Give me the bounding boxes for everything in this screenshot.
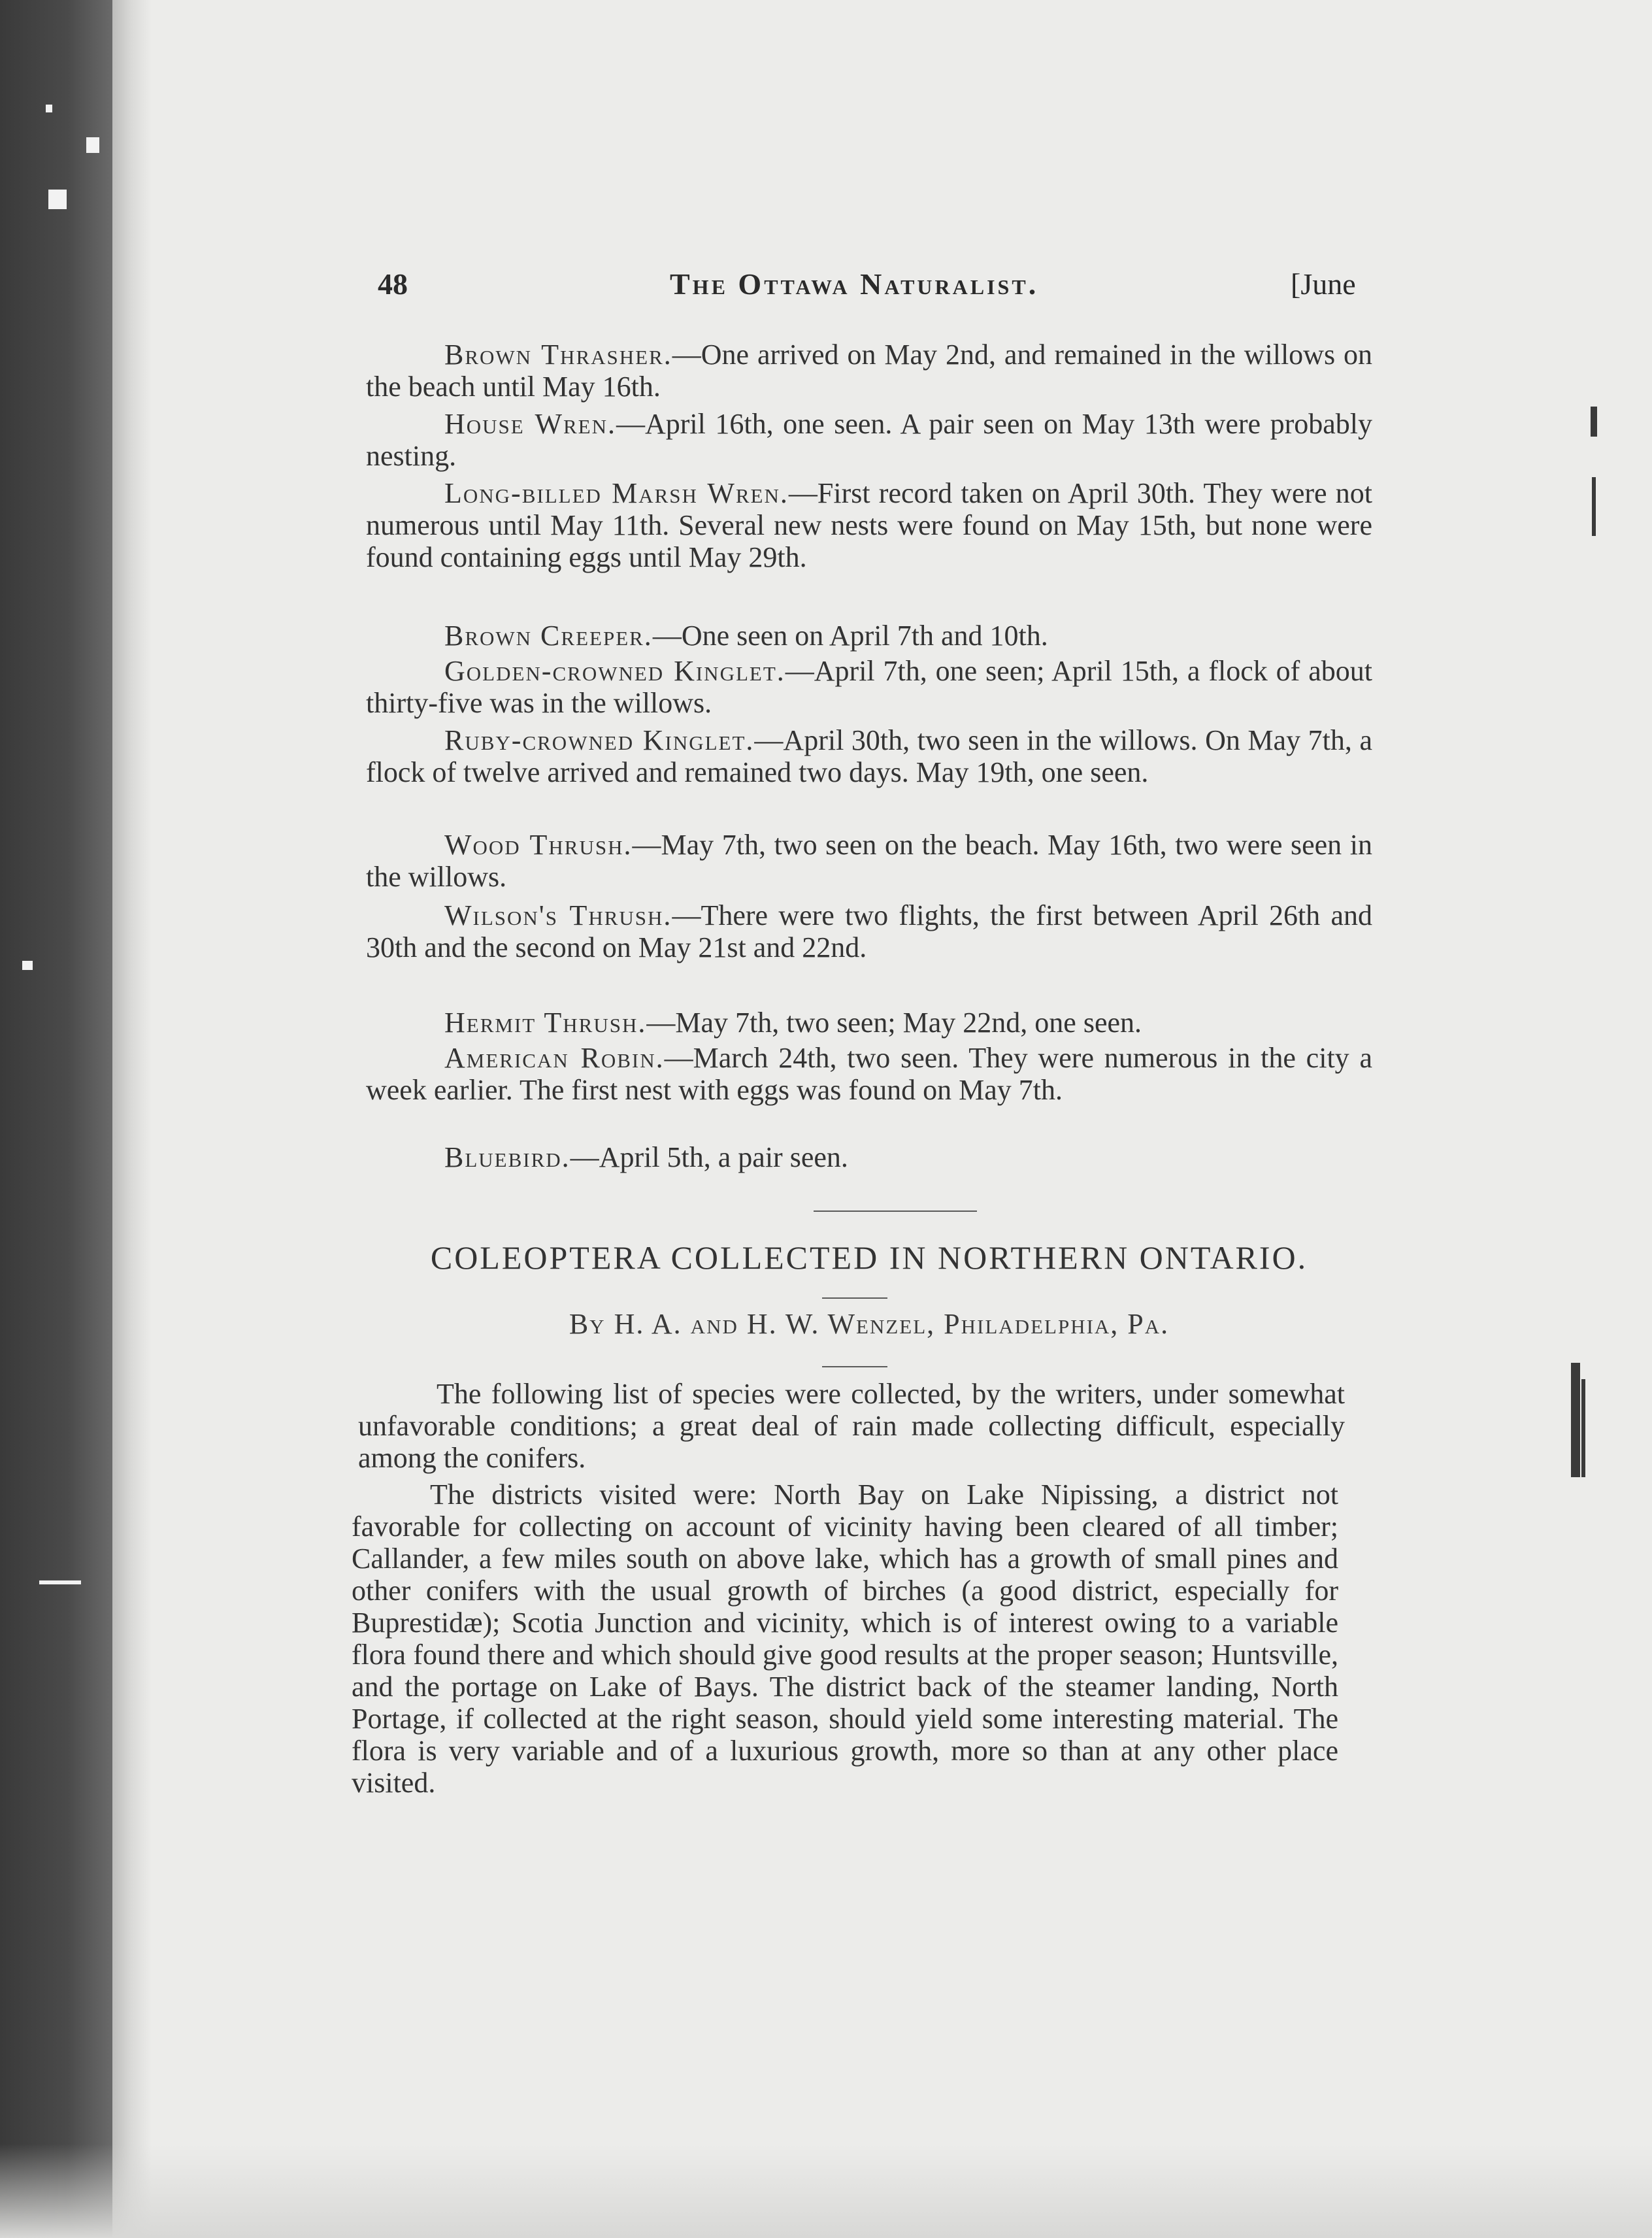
species-entry: [366, 620, 1372, 652]
species-entry: [366, 1042, 1372, 1106]
entry-text: —April 16th, one seen. A pair seen on May 13th were probably nesting.: [366, 408, 1372, 472]
species-name: Golden-crowned Kinglet.: [444, 655, 785, 687]
section-rule: [814, 1211, 977, 1212]
speck: [86, 137, 99, 153]
paragraph-text: The districts visited were: North Bay on Lake Nipissing, a district not favorable for collecting on account of vicinity having been cleared of all timber; Callander, a few miles south on above lake, which has a growth of small pines and other conifers with the usual growth of birches (a good district, especially for Buprestidæ); Scotia Junction and vicinity, which is of interest owing to a variable flora found there and which should give good results at the proper season; Huntsville, and the portage on Lake of Bays. The district back of the steamer landing, North Portage, if collected at the right season, should yield some interesting material. The flora is very variable and of a luxurious growth, more so than at any other place visited.: [352, 1478, 1338, 1799]
margin-mark: [1591, 407, 1597, 437]
entry-text: —There were two flights, the first between April 26th and 30th and the second on May 21st and 22nd.: [366, 899, 1372, 963]
entry-text: —May 7th, two seen on the beach. May 16th, two were seen in the willows.: [366, 829, 1372, 893]
paragraph-text: The following list of species were collected, by the writers, under somewhat unfavorable conditions; a great deal of rain made collecting difficult, especially among the conifers.: [358, 1378, 1345, 1474]
species-entry: [366, 477, 1372, 573]
entry-text: —April 7th, one seen; April 15th, a flock of about thirty-five was in the willows.: [366, 655, 1372, 719]
entry-text: —One arrived on May 2nd, and remained in the willows on the beach until May 16th.: [366, 339, 1372, 403]
bottom-edge: [0, 2144, 1652, 2238]
speck: [39, 1580, 81, 1584]
species-entry: [366, 339, 1372, 403]
species-name: Bluebird.: [444, 1141, 570, 1173]
species-entry: [366, 655, 1372, 719]
species-name: House Wren.: [444, 408, 616, 440]
speck: [48, 190, 67, 209]
species-entry: [366, 829, 1372, 893]
entry-text: —One seen on April 7th and 10th.: [652, 620, 1048, 652]
entry-text: —April 5th, a pair seen.: [570, 1141, 848, 1173]
entry-text: —April 30th, two seen in the willows. On May 7th, a flock of twelve arrived and remained two days. May 19th, one seen.: [366, 724, 1372, 788]
entry-text: —March 24th, two seen. They were numerous in the city a week earlier. The first nest with eggs was found on May 7th.: [366, 1042, 1372, 1106]
margin-mark: [1571, 1363, 1580, 1477]
binding-edge: [0, 0, 112, 2238]
page-number: 48: [378, 267, 408, 301]
entry-text: —May 7th, two seen; May 22nd, one seen.: [646, 1007, 1142, 1039]
species-entry: [366, 899, 1372, 963]
species-name: Hermit Thrush.: [444, 1007, 647, 1039]
article-paragraph: [352, 1478, 1338, 1799]
article-byline: By H. A. and H. W. Wenzel, Philadelphia, Pa.: [569, 1308, 1170, 1340]
species-name: Wilson's Thrush.: [444, 899, 672, 931]
article-paragraph: [358, 1378, 1345, 1474]
species-name: Long-billed Marsh Wren.: [444, 477, 789, 509]
species-entry: [366, 408, 1372, 472]
species-entry: [366, 1007, 1372, 1039]
species-name: Brown Thrasher.: [444, 339, 672, 371]
article-title: COLEOPTERA COLLECTED IN NORTHERN ONTARIO.: [430, 1239, 1308, 1276]
journal-title: The Ottawa Naturalist.: [670, 267, 1039, 301]
entry-text: —First record taken on April 30th. They were not numerous until May 11th. Several new nests were found on May 15th, but none were found containing eggs until May 29th.: [366, 477, 1373, 573]
binding-shadow: [112, 0, 152, 2238]
species-name: Wood Thrush.: [444, 829, 633, 861]
species-name: American Robin.: [444, 1042, 665, 1074]
title-rule: [822, 1297, 887, 1299]
speck: [46, 105, 52, 112]
byline-rule: [822, 1366, 887, 1367]
species-name: Ruby-crowned Kinglet.: [444, 724, 755, 756]
speck: [22, 961, 33, 970]
issue-month: [June: [1291, 267, 1356, 301]
species-name: Brown Creeper.: [444, 620, 653, 652]
margin-mark: [1581, 1379, 1585, 1477]
species-entry: [366, 724, 1372, 788]
margin-mark: [1592, 477, 1596, 536]
species-entry: [366, 1141, 1372, 1173]
